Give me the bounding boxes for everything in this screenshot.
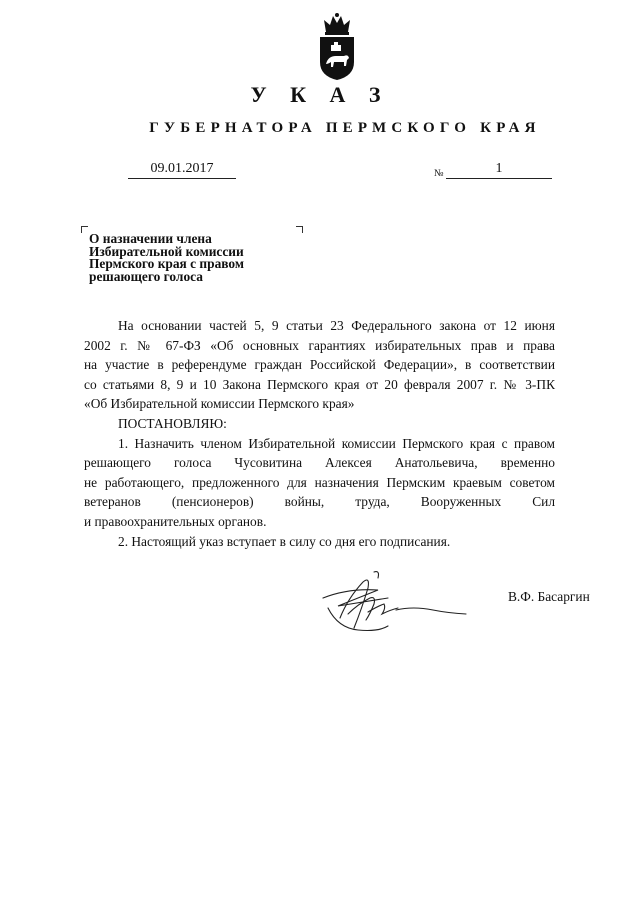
decree-body (84, 316, 555, 551)
heading-line: О назначении члена (89, 231, 212, 246)
body-line: решающего голоса Чусовитина Алексея Анатольевича, временно (84, 455, 555, 471)
document-date: 09.01.2017 (128, 161, 236, 179)
heading-line: Избирательной комиссии (89, 243, 244, 259)
body-line: на участие в референдуме граждан Российской Федерации», в соответствии (84, 357, 555, 373)
document-title: У К А З (250, 82, 390, 107)
handwritten-signature (318, 568, 468, 648)
body-line: и правоохранительных органов. (84, 513, 267, 529)
body-line: ветеранов (пенсионеров) войны, труда, Вооруженных Сил (84, 494, 555, 510)
body-line: со статьями 8, 9 и 10 Закона Пермского края от 20 февраля 2007 г. № 3-ПК (84, 376, 555, 392)
heading-corner-right (296, 226, 303, 233)
heading-line: решающего голоса (89, 268, 203, 284)
number-label: № (434, 168, 444, 179)
body-line: «Об Избирательной комиссии Пермского края» (84, 396, 355, 412)
heading-corner-left (81, 226, 88, 233)
document-number: 1 (446, 161, 552, 179)
heading-line: Пермского края с правом (89, 256, 244, 272)
coat-of-arms-icon (314, 12, 360, 82)
body-line: 2002 г. № 67-ФЗ «Об основных гарантиях избирательных прав и права (84, 337, 555, 353)
signer-name: В.Ф. Басаргин (508, 589, 590, 604)
document-subtitle: ГУБЕРНАТОРА ПЕРМСКОГО КРАЯ (149, 120, 541, 136)
decree-word: ПОСТАНОВЛЯЮ: (118, 415, 227, 431)
body-line: На основании частей 5, 9 статьи 23 Федерального закона от 12 июня (118, 318, 555, 333)
body-line: 2. Настоящий указ вступает в силу со дня его подписания. (118, 533, 451, 549)
decree-heading (89, 233, 309, 283)
body-line: 1. Назначить членом Избирательной комиссии Пермского края с правом (118, 435, 555, 451)
body-line: не работающего, предложенного для назначения Пермским краевым советом (84, 474, 555, 490)
